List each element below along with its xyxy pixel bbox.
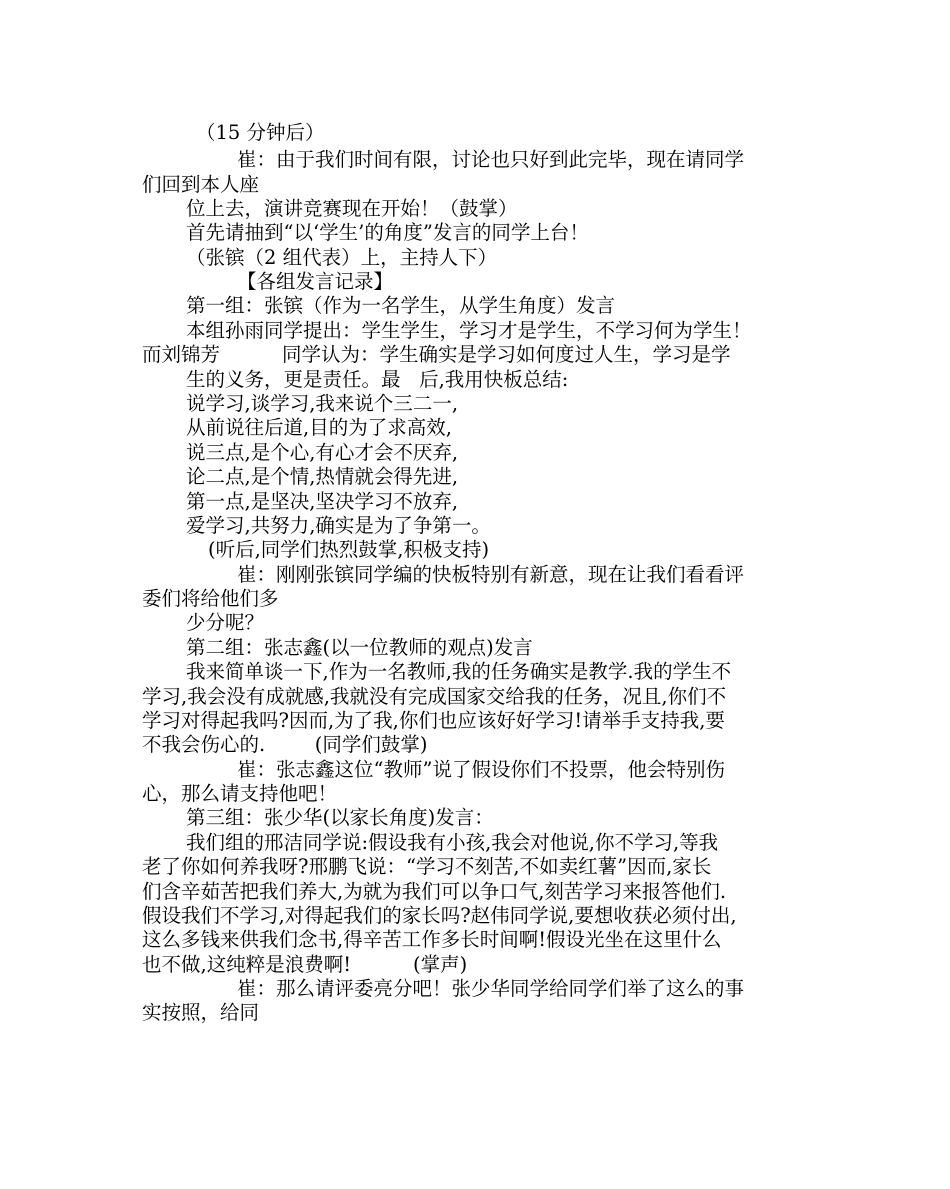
verse-line: 第一点,是坚决,坚决学习不放弃, [186, 490, 459, 513]
text-line: 委们将给他们多 [142, 587, 279, 610]
text-line: 位上去，演讲竞赛现在开始！（鼓掌） [186, 197, 518, 220]
text-line: 我们组的邢洁同学说:假设我有小孩,我会对他说,你不学习,等我 [186, 831, 719, 854]
text-line: 首先请抽到“以‘学生’的角度”发言的同学上台！ [186, 221, 589, 244]
text-line: (听后,同学们热烈鼓掌,积极支持) [208, 538, 490, 561]
verse-line: 从前说往后道,目的为了求高效, [186, 416, 452, 439]
text-line: 们含辛茹苦把我们养大,为就为我们可以争口气,刻苦学习来报答他们. [142, 880, 727, 903]
text-line: 也不做,这纯粹是浪费啊! (掌声) [142, 953, 468, 976]
text-line: 崔：刚刚张镔同学编的快板特别有新意，现在让我们看看评 [237, 563, 745, 586]
text-line: 实按照，给同 [142, 1001, 260, 1024]
text-line: （15 分钟后） [196, 121, 325, 144]
verse-line: 说学习,谈学习,我来说个三二一, [186, 392, 459, 415]
verse-line: 说三点,是个心,有心才会不厌弃, [186, 441, 459, 464]
text-line: 少分呢？ [186, 611, 265, 634]
section-heading: 【各组发言记录】 [237, 270, 394, 293]
verse-line: 爱学习,共努力,确实是为了争第一。 [186, 514, 491, 537]
verse-line: 论二点,是个情,热情就会得先进, [186, 465, 459, 488]
text-line: 心，那么请支持他吧！ [142, 782, 338, 805]
text-line: 而刘锦芳 同学认为：学生确实是学习如何度过人生，学习是学 [142, 343, 731, 366]
text-line: （张镔（2 组代表）上，主持人下） [186, 246, 498, 269]
text-line: 本组孙雨同学提出：学生学生，学习才是学生，不学习何为学生！ [186, 319, 752, 342]
text-line: 不我会伤心的. (同学们鼓掌) [142, 733, 428, 756]
text-line: 这么多钱来供我们念书,得辛苦工作多长时间啊!假设光坐在这里什么 [142, 928, 722, 951]
text-line: 崔：张志鑫这位“教师”说了假设你们不投票，他会特别伤 [237, 758, 725, 781]
text-line: 生的义务，更是责任。最 后,我用快板总结: [186, 368, 569, 391]
text-line: 崔：那么请评委亮分吧！张少华同学给同学们举了这么的事 [237, 977, 745, 1000]
text-line: 第二组：张志鑫(以一位教师的观点)发言 [186, 636, 533, 659]
text-line: 学习对得起我吗?因而,为了我,你们也应该好好学习!请举手支持我,要 [142, 709, 725, 732]
text-line: 假设我们不学习,对得起我们的家长吗?赵伟同学说,要想收获必须付出, [142, 904, 737, 927]
text-line: 第一组：张镔（作为一名学生，从学生角度）发言 [186, 294, 616, 317]
text-line: 第三组：张少华(以家长角度)发言： [186, 806, 494, 829]
text-line: 们回到本人座 [142, 173, 260, 196]
text-line: 崔：由于我们时间有限，讨论也只好到此完毕，现在请同学 [237, 148, 745, 171]
text-line: 学习,我会没有成就感,我就没有完成国家交给我的任务，况且,你们不 [142, 685, 727, 708]
text-line: 老了你如何养我呀?邢鹏飞说：“学习不刻苦,不如卖红薯”因而,家长 [142, 855, 712, 878]
text-line: 我来简单谈一下,作为一名教师,我的任务确实是教学.我的学生不 [186, 660, 732, 683]
